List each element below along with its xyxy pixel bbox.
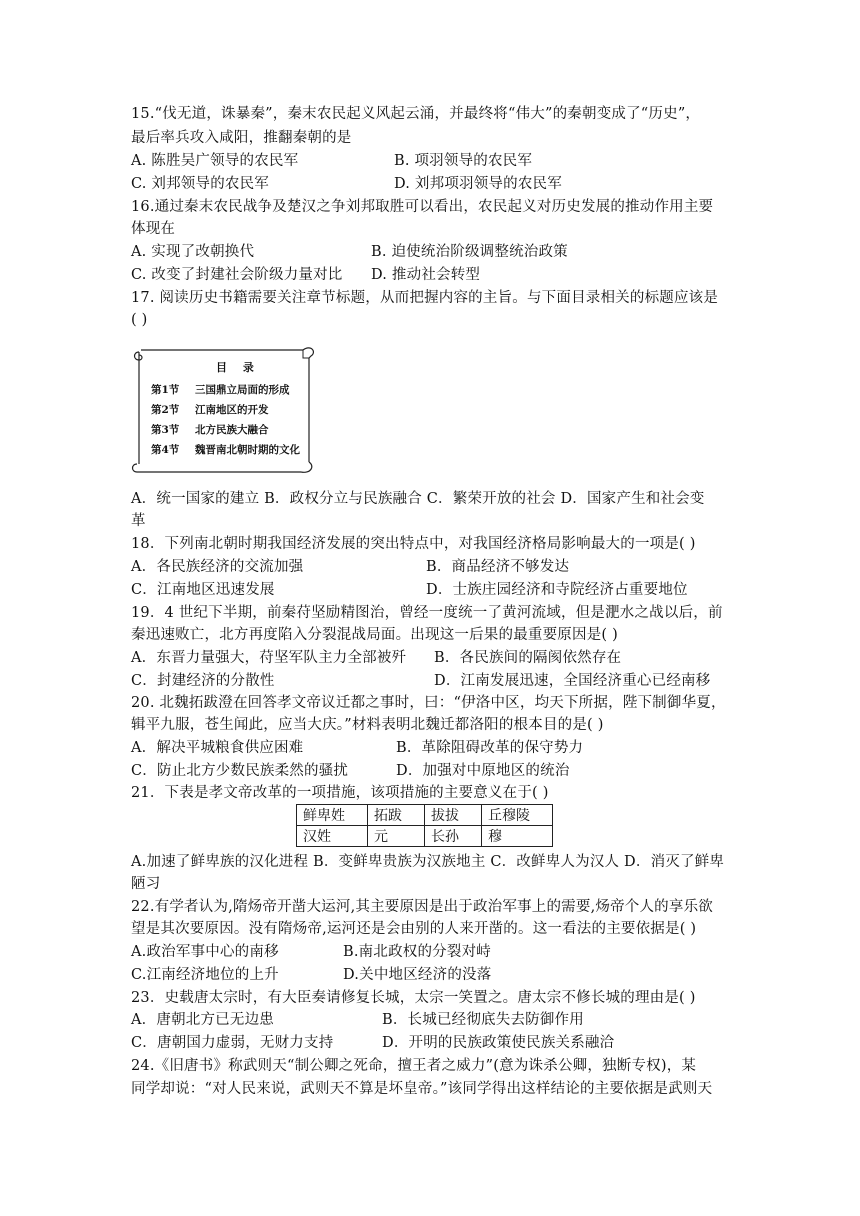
- q16-stem-line1: 16.通过秦末农民战争及楚汉之争刘邦取胜可以看出，农民起义对历史发展的推动作用主要: [131, 199, 714, 215]
- q22-option-d: D.关中地区经济的没落: [343, 967, 492, 983]
- toc-scroll-figure: [131, 338, 316, 474]
- table-cell: 汉姓: [297, 826, 368, 847]
- q21-stem-line1: 21．下表是孝文帝改革的一项措施，该项措施的主要意义在于( ): [131, 785, 549, 801]
- q23-option-d: D．开明的民族政策使民族关系融洽: [382, 1035, 615, 1051]
- toc-section-title: 北方民族大融合: [195, 424, 269, 436]
- q20-stem-line2: 辑平九服，苍生闻此，应当大庆。”材料表明北魏迁都洛阳的根本目的是( ): [131, 717, 604, 733]
- q15-option-b: B. 项羽领导的农民军: [394, 153, 533, 169]
- q22-stem-line1: 22.有学者认为,隋炀帝开凿大运河,其主要原因是出于政治军事上的需要,炀帝个人的享乐欲: [131, 899, 713, 915]
- table-cell: 丘穆陵: [482, 805, 553, 826]
- q17-stem-line1: 17. 阅读历史书籍需要关注章节标题，从而把握内容的主旨。与下面目录相关的标题应该是: [131, 290, 719, 306]
- q18-option-c: C．江南地区迅速发展: [131, 582, 275, 598]
- toc-section-number: 第2节: [151, 404, 180, 416]
- q21-options-line1: A.加速了鲜卑族的汉化进程 B．变鲜卑贵族为汉族地主 C．改鲜卑人为汉人 D．消灭了鲜卑: [131, 854, 725, 870]
- table-cell: 长孙: [425, 826, 482, 847]
- q18-option-d: D．士族庄园经济和寺院经济占重要地位: [426, 582, 688, 598]
- q19-option-d: D．江南发展迅速，全国经济重心已经南移: [434, 673, 711, 689]
- q15-stem-line2: 最后率兵攻入咸阳，推翻秦朝的是: [131, 130, 352, 146]
- toc-row: [151, 382, 290, 397]
- q19-stem-line1: 19．4 世纪下半期，前秦苻坚励精图治，曾经一度统一了黄河流域，但是淝水之战以后，前: [131, 605, 723, 621]
- toc-row: [151, 422, 269, 437]
- q16-option-a: A. 实现了改朝换代: [131, 244, 255, 260]
- table-row: [297, 805, 553, 826]
- table-row: [297, 826, 553, 847]
- q22-option-a: A.政治军事中心的南移: [131, 944, 279, 960]
- toc-section-title: 魏晋南北朝时期的文化: [195, 444, 300, 456]
- toc-section-number: 第3节: [151, 424, 180, 436]
- q22-option-b: B.南北政权的分裂对峙: [343, 944, 491, 960]
- q23-option-b: B．长城已经彻底失去防御作用: [382, 1012, 584, 1028]
- q19-option-a: A．东晋力量强大，苻坚军队主力全部被歼: [131, 650, 407, 666]
- q16-option-c: C. 改变了封建社会阶级力量对比: [131, 267, 343, 283]
- q22-stem-line2: 望是其次要原因。没有隋炀帝,运河还是会由别的人来开凿的。这一看法的主要依据是( ): [131, 921, 697, 937]
- q20-option-b: B．革除阻碍改革的保守势力: [396, 740, 584, 756]
- q24-stem-line2: 同学却说：“对人民来说，武则天不算是坏皇帝。”该同学得出这样结论的主要依据是武则天: [131, 1081, 713, 1097]
- table-cell: 元: [368, 826, 425, 847]
- q24-stem-line1: 24.《旧唐书》称武则天“制公卿之死命，擅王者之威力”(意为诛杀公卿，独断专权)，某: [131, 1058, 697, 1074]
- q20-option-d: D．加强对中原地区的统治: [396, 763, 570, 779]
- toc-section-title: 三国鼎立局面的形成: [195, 384, 290, 396]
- q19-option-c: C．封建经济的分散性: [131, 673, 275, 689]
- q15-stem-line1: 15.“伐无道，诛暴秦”，秦末农民起义风起云涌，并最终将“伟大”的秦朝变成了“历史”，: [131, 106, 701, 122]
- q18-option-b: B．商品经济不够发达: [426, 559, 570, 575]
- toc-section-title: 江南地区的开发: [195, 404, 269, 416]
- q18-stem-line1: 18．下列南北朝时期我国经济发展的突出特点中，对我国经济格局影响最大的一项是( ): [131, 536, 696, 552]
- toc-row: [151, 402, 269, 417]
- q23-option-c: C．唐朝国力虚弱，无财力支持: [131, 1035, 334, 1051]
- q15-option-d: D. 刘邦项羽领导的农民军: [394, 176, 562, 192]
- toc-section-number: 第4节: [151, 444, 180, 456]
- q22-option-c: C.江南经济地位的上升: [131, 967, 279, 983]
- q15-option-a: A. 陈胜吴广领导的农民军: [131, 153, 299, 169]
- q17-options-line2: 革: [131, 513, 146, 529]
- q16-option-b: B. 迫使统治阶级调整统治政策: [371, 244, 568, 260]
- table-cell: 穆: [482, 826, 553, 847]
- q17-stem-line2: ( ): [131, 312, 148, 328]
- table-cell: 鲜卑姓: [297, 805, 368, 826]
- q20-option-c: C．防止北方少数民族柔然的骚扰: [131, 763, 349, 779]
- q23-stem-line1: 23．史载唐太宗时，有大臣奏请修复长城，太宗一笑置之。唐太宗不修长城的理由是( ): [131, 990, 696, 1006]
- q21-options-line2: 陋习: [131, 876, 161, 892]
- table-cell: 拓跋: [368, 805, 425, 826]
- q15-option-c: C. 刘邦领导的农民军: [131, 176, 269, 192]
- q19-stem-line2: 秦迅速败亡，北方再度陷入分裂混战局面。出现这一后果的最重要原因是( ): [131, 627, 618, 643]
- table-cell: 拔拔: [425, 805, 482, 826]
- q16-stem-line2: 体现在: [131, 221, 176, 237]
- q19-option-b: B．各民族间的隔阂依然存在: [434, 650, 622, 666]
- toc-section-number: 第1节: [151, 384, 180, 396]
- q17-options-line1: A．统一国家的建立 B．政权分立与民族融合 C．繁荣开放的社会 D．国家产生和社会变: [131, 491, 705, 507]
- q23-option-a: A．唐朝北方已无边患: [131, 1012, 274, 1028]
- q20-stem-line1: 20. 北魏拓跋澄在回答孝文帝议迁都之事时，曰：“伊洛中区，均天下所据，陛下制御华夏，: [131, 695, 726, 711]
- toc-row: [151, 442, 300, 457]
- q20-option-a: A．解决平城粮食供应困难: [131, 740, 304, 756]
- q16-option-d: D. 推动社会转型: [371, 267, 481, 283]
- q18-option-a: A．各民族经济的交流加强: [131, 559, 304, 575]
- toc-title: 目 录: [216, 361, 260, 374]
- surname-change-table: [296, 804, 553, 847]
